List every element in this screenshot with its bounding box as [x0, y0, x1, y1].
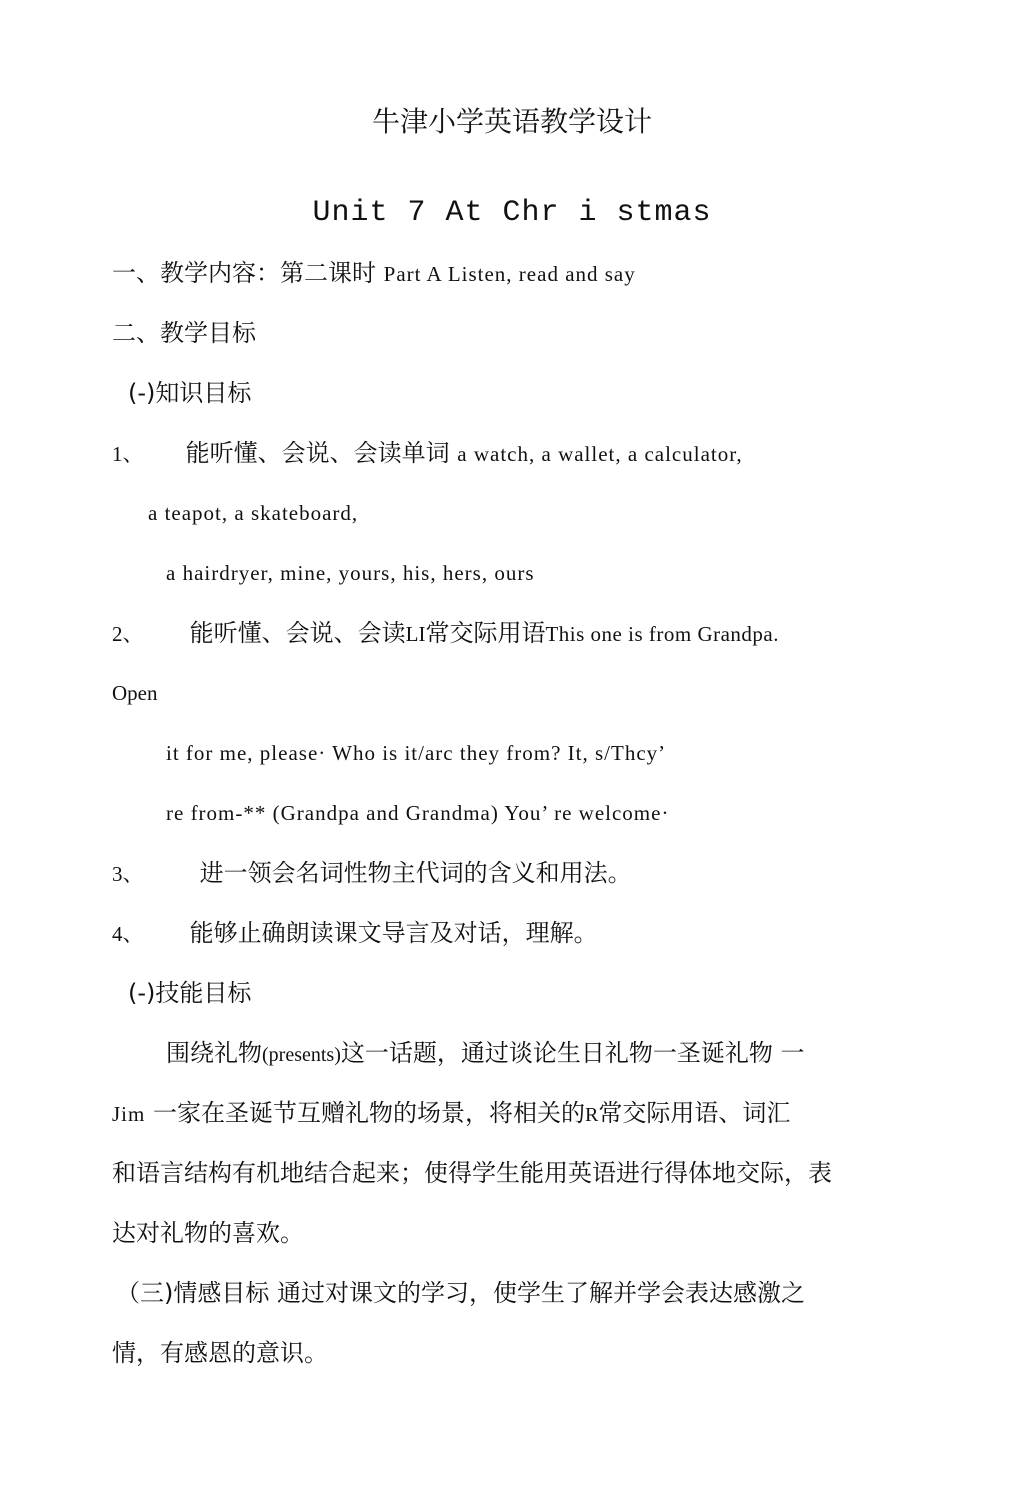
emotion-goals-line-2: 情，有感恩的意识。: [112, 1339, 328, 1367]
section-teaching-goals: 二、教学目标: [112, 319, 256, 347]
knowledge-goals-heading: (-)知识目标: [128, 379, 252, 407]
unit-title: Unit 7 At Chr i stmas: [312, 196, 712, 230]
skill-paragraph-line-1: [166, 1041, 805, 1065]
knowledge-item-2-text: This one is from Grandpa.: [545, 622, 780, 646]
knowledge-item-3-text: 进一领会名词性物主代词的含义和用法。: [199, 859, 632, 887]
knowledge-item-2-label-a: 能听懂、会说、会读: [189, 619, 406, 647]
skill-p2-a: Jim: [112, 1102, 146, 1126]
section-teaching-content-text: Part A Listen, read and say: [383, 262, 636, 286]
skill-p2-d: 常交际用语、词汇: [598, 1099, 791, 1127]
skill-paragraph-line-2: [112, 1101, 790, 1125]
knowledge-item-4: [112, 921, 598, 945]
knowledge-item-2-text-2: it for me, please· Who is it/arc they from? It, s/Thcy’: [166, 741, 667, 765]
knowledge-item-1-words: a watch, a wallet, a calculator,: [457, 442, 743, 466]
skill-p2-c: R: [584, 1104, 599, 1126]
knowledge-item-2-label-b: LI: [405, 622, 426, 646]
knowledge-item-4-text: 能够止确朗读课文导言及对话，理解。: [189, 919, 598, 947]
knowledge-item-1-words-3: a hairdryer, mine, yours, his, hers, ours: [166, 561, 535, 585]
knowledge-item-2-label-c: 常交际用语: [425, 619, 546, 647]
skill-paragraph-line-4: 达对礼物的喜欢。: [112, 1219, 304, 1247]
knowledge-item-1-number: 1、: [112, 442, 144, 466]
knowledge-item-2-number: 2、: [112, 622, 144, 646]
knowledge-item-3: [112, 861, 632, 885]
knowledge-item-1-label: 能听懂、会说、会读单词: [185, 439, 450, 467]
document-title: 牛津小学英语教学设计: [371, 105, 652, 138]
skill-paragraph-line-3: 和语言结构有机地结合起来；使得学生能用英语进行得体地交际，表: [112, 1159, 832, 1187]
knowledge-item-2-text-3: re from-** (Grandpa and Grandma) You’ re welcome·: [166, 801, 670, 825]
knowledge-item-1-words-2: a teapot, a skateboard,: [148, 501, 359, 525]
section-teaching-content-label: 一、教学内容：第二课时: [112, 259, 376, 287]
knowledge-item-1: [112, 441, 743, 465]
skill-p1-c: 这一话题，通过谈论生日礼物一圣诞礼物 一: [340, 1039, 805, 1067]
knowledge-item-4-number: 4、: [112, 922, 144, 946]
skill-p2-b: 一家在圣诞节互赠礼物的场景，将相关的: [152, 1099, 585, 1127]
emotion-goals-line-1: （三)情感目标 通过对课文的学习，使学生了解并学会表达感激之: [116, 1279, 805, 1307]
skill-goals-heading: (-)技能目标: [128, 979, 252, 1007]
knowledge-item-2-open: Open: [112, 681, 158, 705]
section-teaching-content: [112, 261, 636, 285]
skill-p1-b: (presents): [262, 1044, 341, 1066]
knowledge-item-2: [112, 621, 779, 645]
knowledge-item-3-number: 3、: [112, 862, 144, 886]
skill-p1-a: 围绕礼物: [166, 1039, 262, 1067]
